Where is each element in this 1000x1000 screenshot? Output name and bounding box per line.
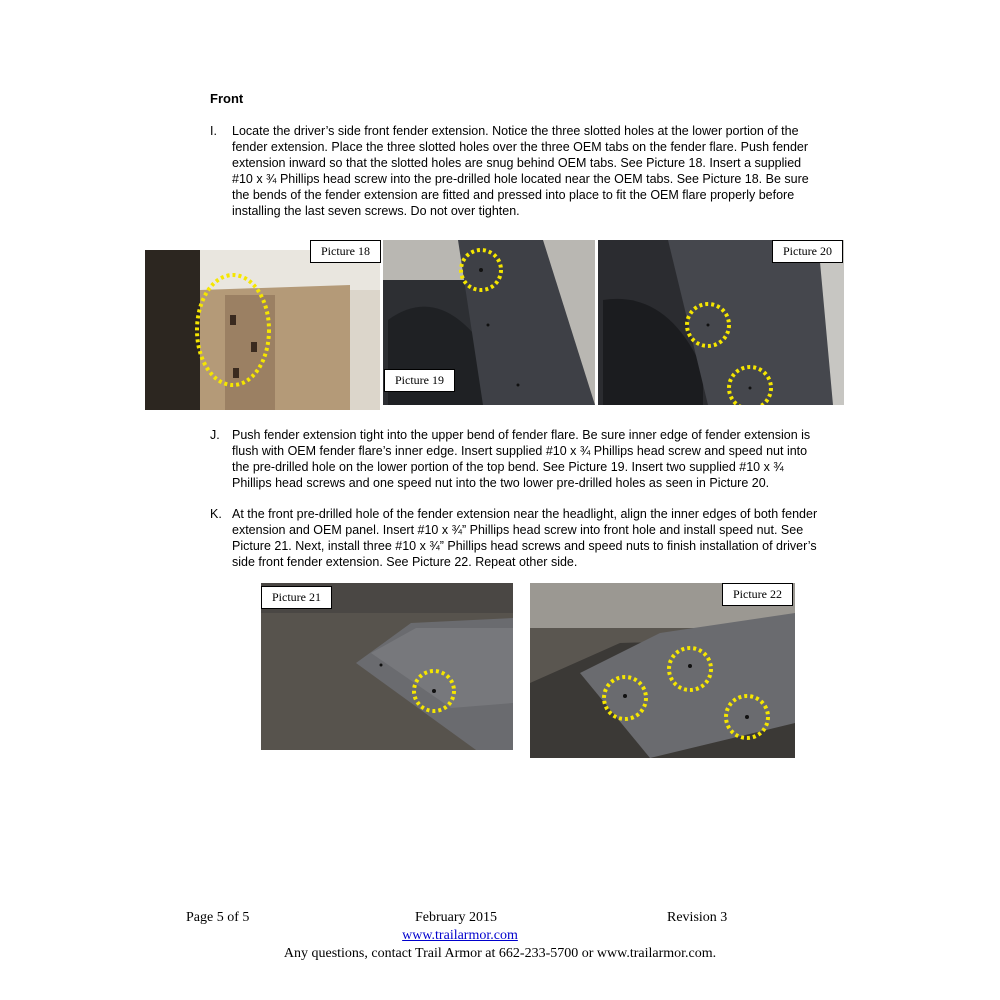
- picture-19-caption: Picture 19: [384, 369, 455, 392]
- footer-website-link[interactable]: www.trailarmor.com: [402, 928, 518, 943]
- picture-18-caption: Picture 18: [310, 240, 381, 263]
- step-text: At the front pre-drilled hole of the fender extension near the headlight, align the inner edges of both fender extension and OEM panel. Insert #10 x ¾” Phillips head screw into front hole and install speed nut. See Picture 21. Next, install three #10 x ¾” Phillips head screws and speed nuts to finish installation of driver’s side front fender extension. See Picture 22. Repeat other side.: [232, 507, 818, 569]
- picture-22-caption: Picture 22: [722, 583, 793, 606]
- step-text: Push fender extension tight into the upper bend of fender flare. Be sure inner edge of fender extension is flush with OEM fender flare’s inner edge. Insert supplied #10 x ¾ Phillips head screw and speed nut into the pre-drilled hole on the lower portion of the top bend. See Picture 19. Insert two supplied #10 x ¾ Phillips head screws and one speed nut into the two lower pre-drilled holes as seen in Picture 20.: [232, 428, 811, 490]
- picture-22-photo: [530, 583, 795, 758]
- footer-website-row: [0, 928, 920, 944]
- footer-date: February 2015: [415, 910, 498, 925]
- footer-contact: Any questions, contact Trail Armor at 662-233-5700 or www.trailarmor.com.: [283, 946, 717, 961]
- footer-revision: Revision 3: [667, 910, 728, 925]
- step-i: [210, 123, 820, 219]
- step-k: [210, 506, 820, 570]
- footer-page-number: Page 5 of 5: [186, 910, 250, 925]
- section-title: Front: [210, 91, 244, 106]
- step-marker: K.: [210, 507, 222, 521]
- picture-18-photo: [145, 250, 380, 410]
- picture-20-caption: Picture 20: [772, 240, 843, 263]
- step-j: [210, 427, 820, 491]
- step-marker: I.: [210, 124, 217, 138]
- picture-21-caption: Picture 21: [261, 586, 332, 609]
- picture-20-photo: [598, 240, 844, 405]
- step-text: Locate the driver’s side front fender extension. Notice the three slotted holes at the lower portion of the fender extension. Place the three slotted holes over the three OEM tabs on the fender flare. Push fender extension inward so that the slotted holes are snug behind OEM tabs. See Picture 18. Insert a supplied #10 x ¾ Phillips head screw into the pre-drilled hole located near the OEM tabs. See Picture 18. Be sure the bends of the fender extension are fitted and pressed into place to fit the OEM flare properly before installing the last seven screws. Do not over tighten.: [232, 124, 809, 218]
- step-marker: J.: [210, 428, 220, 442]
